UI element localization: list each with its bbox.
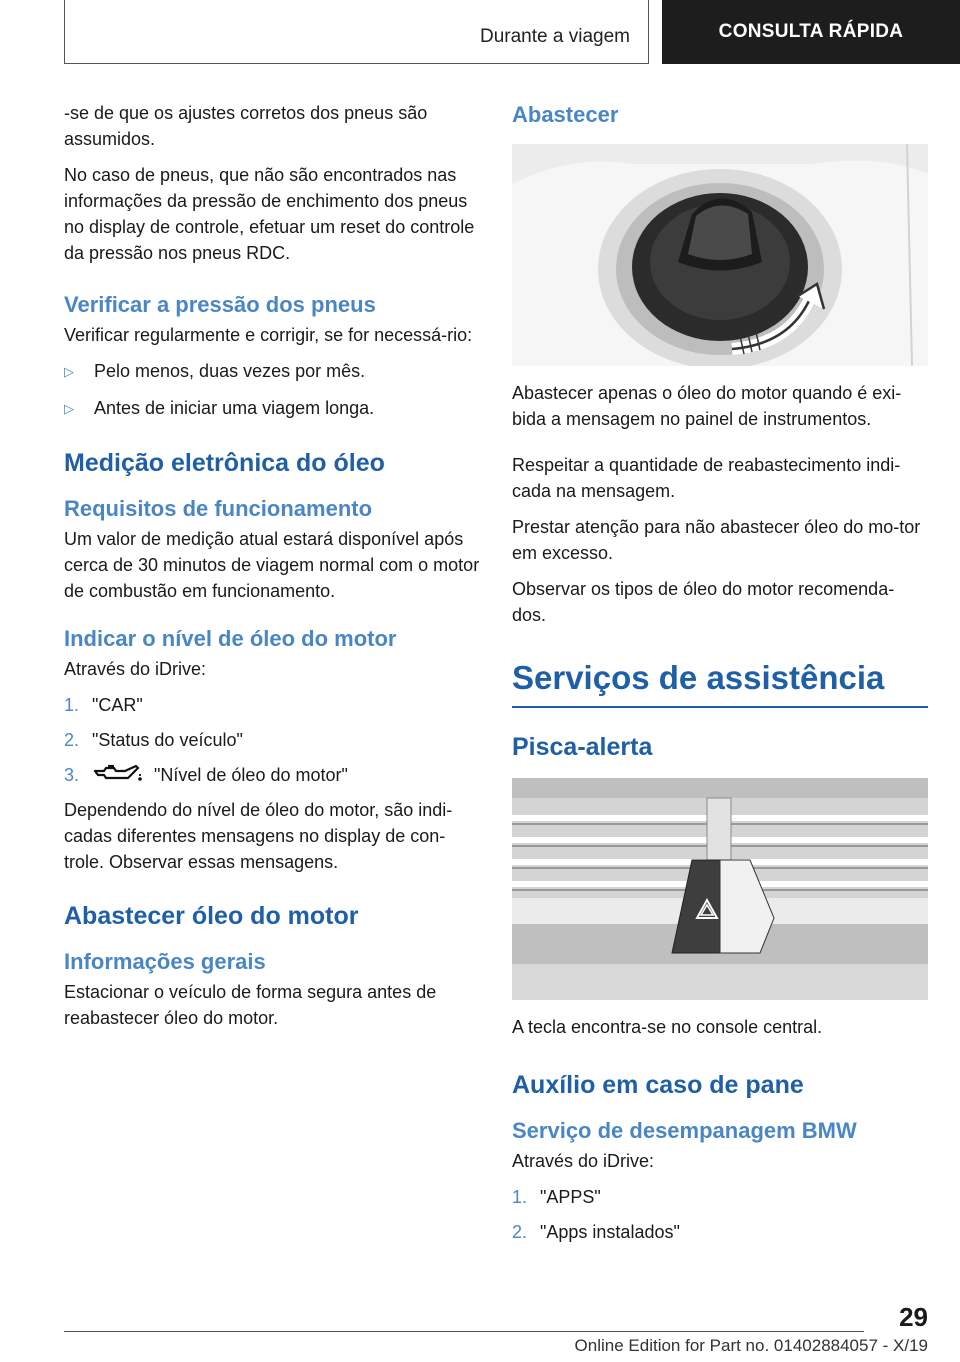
heading-hazard-lights: Pisca-alerta bbox=[512, 733, 653, 761]
paragraph-check-regularly: Verificar regularmente e corrigir, se for necessá-rio: bbox=[64, 325, 473, 345]
paragraph-park-safely: Estacionar o veículo de forma segura antes de reabastecer óleo do motor. bbox=[64, 982, 437, 1028]
paragraph-refill-message: Abastecer apenas o óleo do motor quando é exi-bida a mensagem no painel de instrumentos. bbox=[512, 383, 902, 429]
list-item bbox=[64, 358, 480, 385]
step-text: "Status do veículo" bbox=[92, 730, 243, 750]
heading-requirements: Requisitos de funcionamento bbox=[64, 496, 373, 521]
header-divider-right bbox=[648, 0, 649, 64]
step-number: 2. bbox=[512, 1222, 528, 1242]
page-number: 29 bbox=[899, 1302, 928, 1332]
step-text: "Nível de óleo do motor" bbox=[154, 765, 348, 785]
heading-oil-level: Indicar o nível de óleo do motor bbox=[64, 626, 397, 651]
step-text: "CAR" bbox=[92, 695, 143, 715]
step-text: "APPS" bbox=[540, 1187, 601, 1207]
heading-refill-oil: Abastecer óleo do motor bbox=[64, 902, 359, 930]
list-item bbox=[64, 762, 480, 788]
paragraph-via-idrive: Através do iDrive: bbox=[512, 1151, 655, 1171]
list-item bbox=[512, 1184, 928, 1210]
triangle-bullet-icon: ▷ bbox=[64, 364, 74, 379]
right-column bbox=[512, 100, 928, 1254]
footer-rule bbox=[64, 1331, 864, 1332]
step-number: 2. bbox=[64, 730, 80, 750]
heading-check-tire-pressure: Verificar a pressão dos pneus bbox=[64, 292, 376, 317]
triangle-bullet-icon: ▷ bbox=[64, 401, 74, 416]
list-item bbox=[64, 727, 480, 753]
step-number: 1. bbox=[512, 1187, 528, 1207]
heading-refill: Abastecer bbox=[512, 102, 619, 127]
paragraph-oil-messages: Dependendo do nível de óleo do motor, são indi-cadas diferentes mensagens no display de con-trole. Observar essas mensagens. bbox=[64, 800, 453, 872]
step-text: "Apps instalados" bbox=[540, 1222, 680, 1242]
list-item bbox=[64, 395, 480, 422]
list-item bbox=[64, 692, 480, 718]
heading-bmw-roadside: Serviço de desempanagem BMW bbox=[512, 1118, 857, 1143]
paragraph-oil-types: Observar os tipos de óleo do motor recomenda-dos. bbox=[512, 579, 895, 625]
footer-edition: Online Edition for Part no. 01402884057 - X/19 bbox=[574, 1336, 928, 1355]
paragraph-no-overfill: Prestar atenção para não abastecer óleo do mo-tor em excesso. bbox=[512, 517, 921, 563]
paragraph-tire-reset: No caso de pneus, que não são encontrados nas informações da pressão de enchimento dos pneus no display de controle, efetuar um reset do controle da pressão nos pneus RDC. bbox=[64, 165, 475, 263]
header-section-tab[interactable]: CONSULTA RÁPIDA bbox=[662, 0, 960, 64]
header-chapter-tab[interactable]: Durante a viagem bbox=[480, 26, 630, 47]
left-column bbox=[64, 100, 480, 1041]
paragraph-via-idrive: Através do iDrive: bbox=[64, 659, 207, 679]
oil-can-icon bbox=[92, 762, 148, 786]
heading-assistance-services: Serviços de assistência bbox=[512, 659, 885, 696]
step-number: 1. bbox=[64, 695, 80, 715]
heading-general-info: Informações gerais bbox=[64, 949, 266, 974]
oil-filler-cap-illustration bbox=[512, 144, 928, 366]
list-item bbox=[512, 1219, 928, 1245]
bullet-text: Antes de iniciar uma viagem longa. bbox=[94, 398, 375, 418]
bullet-text: Pelo menos, duas vezes por mês. bbox=[94, 361, 366, 381]
step-number: 3. bbox=[64, 765, 80, 785]
paragraph-refill-quantity: Respeitar a quantidade de reabastecimento indi-cada na mensagem. bbox=[512, 455, 901, 501]
paragraph-tire-reset-cont: -se de que os ajustes corretos dos pneus são assumidos. bbox=[64, 103, 428, 149]
heading-breakdown-help: Auxílio em caso de pane bbox=[512, 1071, 804, 1099]
paragraph-requirements: Um valor de medição atual estará disponível após cerca de 30 minutos de viagem normal com o motor de combustão em funcionamento. bbox=[64, 529, 480, 601]
heading-oil-measurement: Medição eletrônica do óleo bbox=[64, 449, 385, 477]
header-divider-left bbox=[64, 0, 65, 64]
paragraph-hazard-location: A tecla encontra-se no console central. bbox=[512, 1017, 823, 1037]
hazard-button-illustration bbox=[512, 778, 928, 1000]
header-underline bbox=[64, 63, 649, 64]
